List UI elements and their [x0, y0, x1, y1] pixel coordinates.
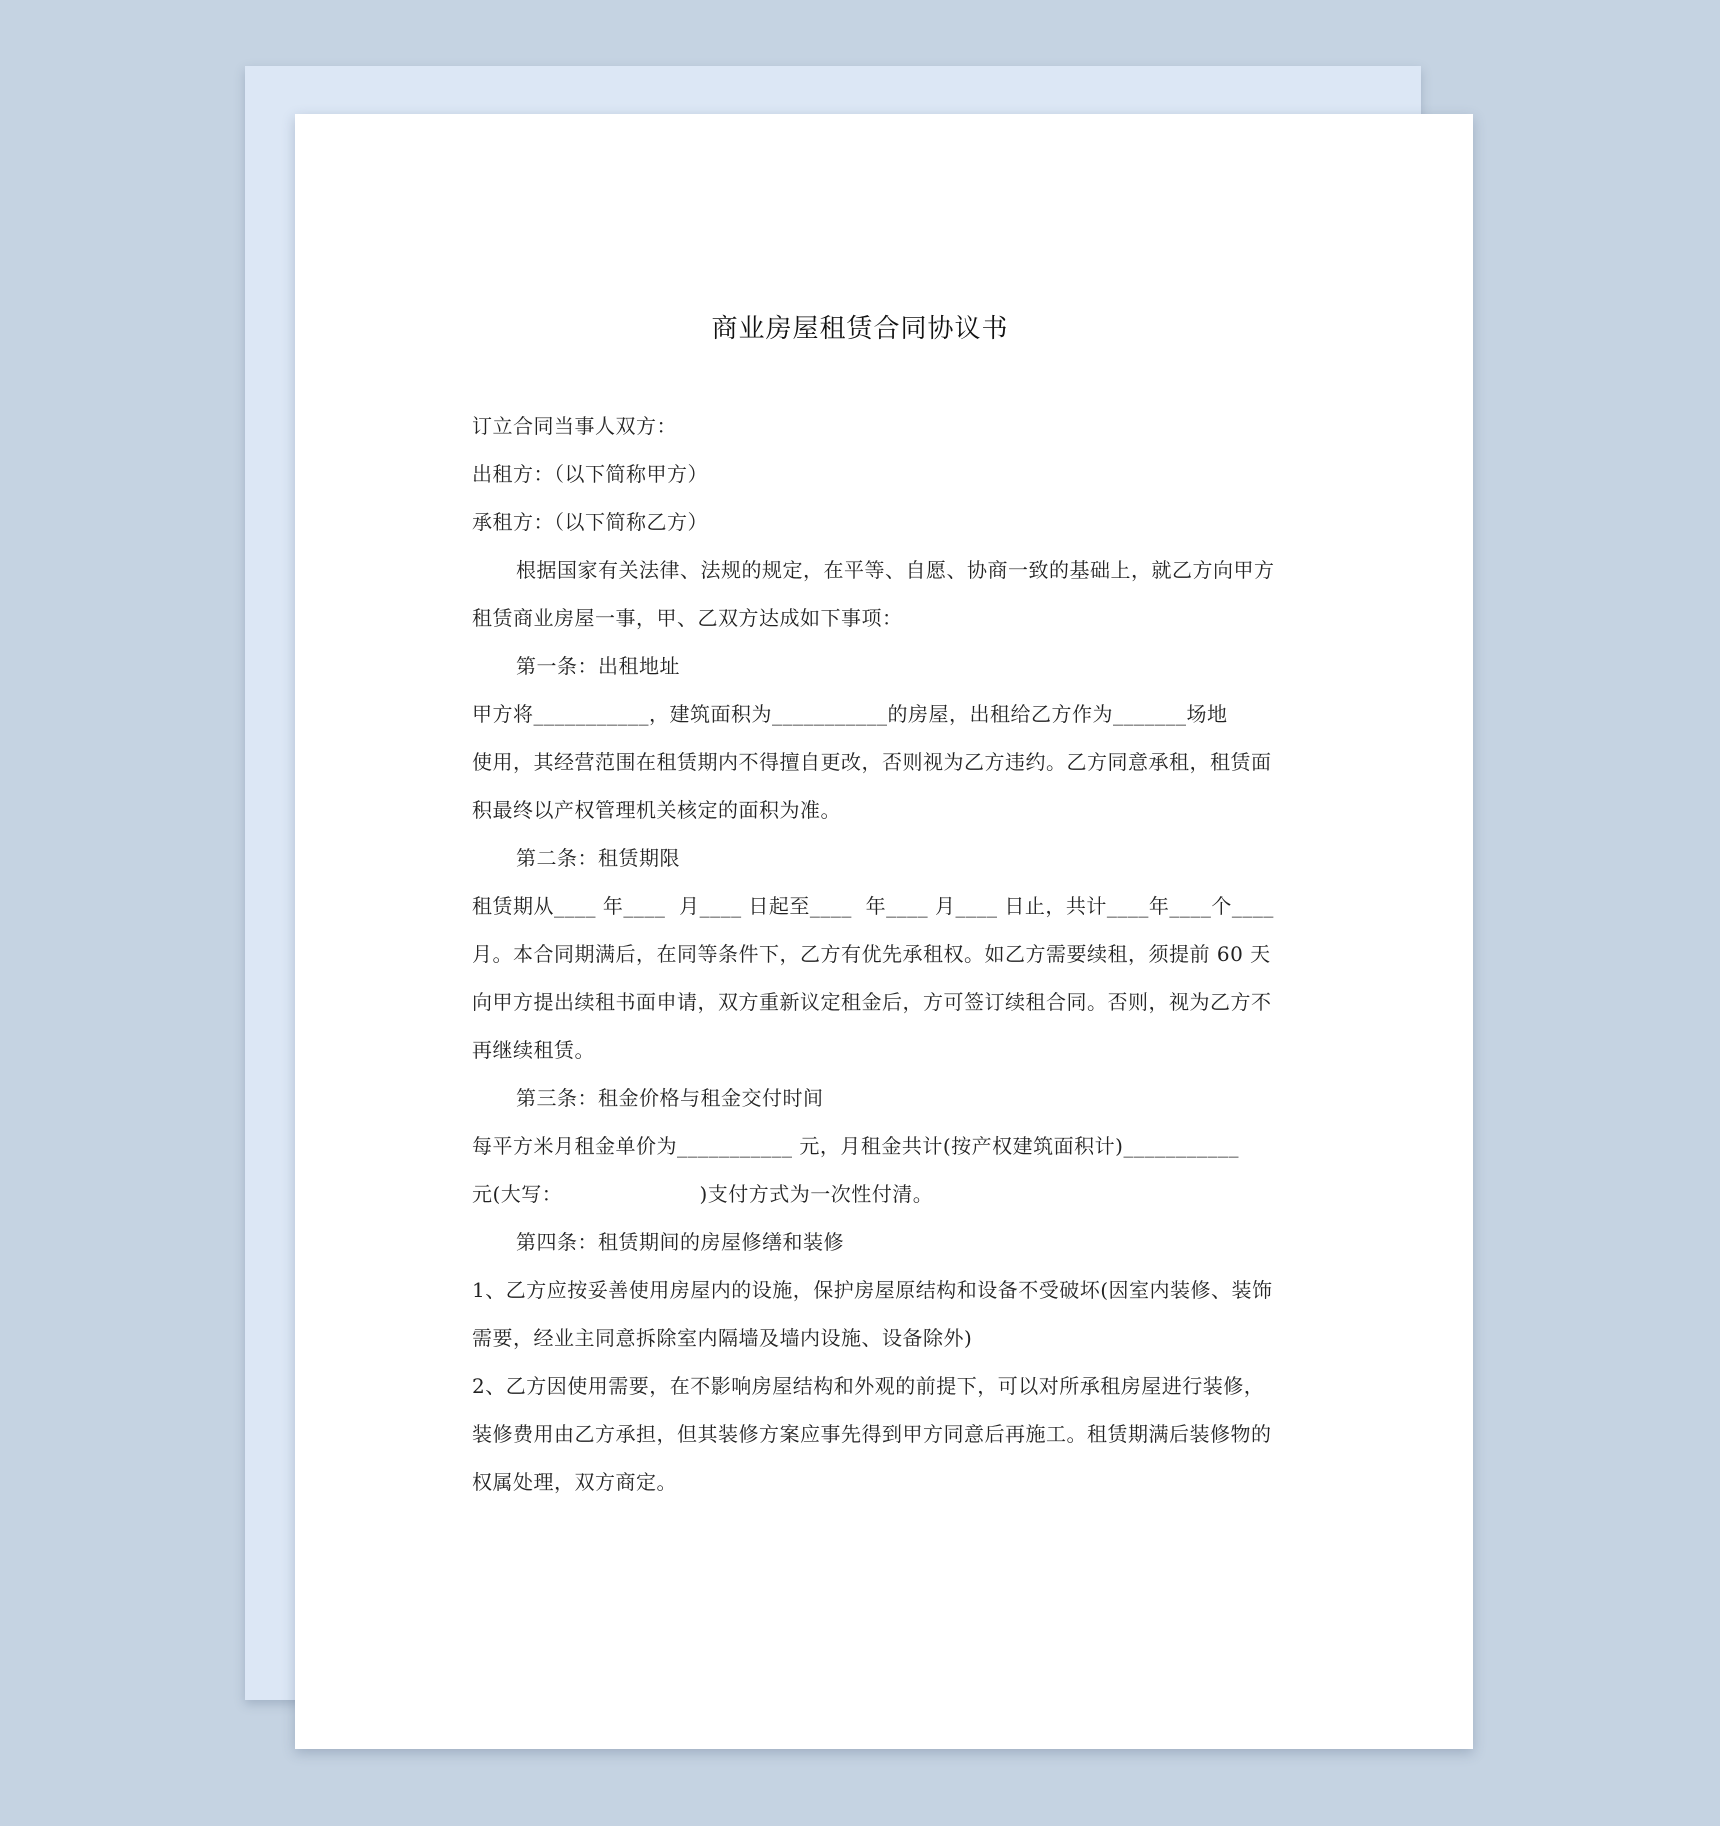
text-line: 根据国家有关法律、法规的规定，在平等、自愿、协商一致的基础上，就乙方向甲方	[516, 558, 1275, 582]
text-line: 第二条：租赁期限	[516, 846, 680, 870]
text-line: 元(大写： )支付方式为一次性付清。	[472, 1182, 934, 1206]
document-body	[472, 402, 1352, 1506]
text-line: 订立合同当事人双方：	[472, 414, 677, 438]
text-line: 甲方将___________，建筑面积为___________的房屋，出租给乙方作为_______场地	[472, 702, 1228, 726]
text-line: 每平方米月租金单价为___________ 元，月租金共计(按产权建筑面积计)___________	[472, 1134, 1239, 1158]
text-line: 向甲方提出续租书面申请，双方重新议定租金后，方可签订续租合同。否则，视为乙方不	[472, 990, 1272, 1014]
text-line: 承租方：（以下简称乙方）	[472, 510, 708, 534]
text-line: 第三条：租金价格与租金交付时间	[516, 1086, 824, 1110]
text-line: 月。本合同期满后，在同等条件下，乙方有优先承租权。如乙方需要续租，须提前 60 天	[472, 942, 1271, 966]
text-line: 需要，经业主同意拆除室内隔墙及墙内设施、设备除外)	[472, 1326, 973, 1350]
text-line: 权属处理，双方商定。	[472, 1470, 677, 1494]
text-line: 使用，其经营范围在租赁期内不得擅自更改，否则视为乙方违约。乙方同意承租，租赁面	[472, 750, 1272, 774]
text-line: 租赁期从____ 年____ 月____ 日起至____ 年____ 月____ 日止，共计____年____个____	[472, 894, 1274, 918]
text-line: 第一条：出租地址	[516, 654, 680, 678]
text-line: 第四条：租赁期间的房屋修缮和装修	[516, 1230, 844, 1254]
text-line: 再继续租赁。	[472, 1038, 595, 1062]
text-line: 装修费用由乙方承担，但其装修方案应事先得到甲方同意后再施工。租赁期满后装修物的	[472, 1422, 1272, 1446]
text-line: 出租方：（以下简称甲方）	[472, 462, 708, 486]
document-title: 商业房屋租赁合同协议书	[711, 314, 1009, 344]
text-line: 租赁商业房屋一事，甲、乙双方达成如下事项：	[472, 606, 903, 630]
text-line: 2、乙方因使用需要，在不影响房屋结构和外观的前提下，可以对所承租房屋进行装修，	[472, 1374, 1265, 1398]
text-line: 积最终以产权管理机关核定的面积为准。	[472, 798, 841, 822]
text-line: 1、乙方应按妥善使用房屋内的设施，保护房屋原结构和设备不受破坏(因室内装修、装饰	[472, 1278, 1273, 1302]
